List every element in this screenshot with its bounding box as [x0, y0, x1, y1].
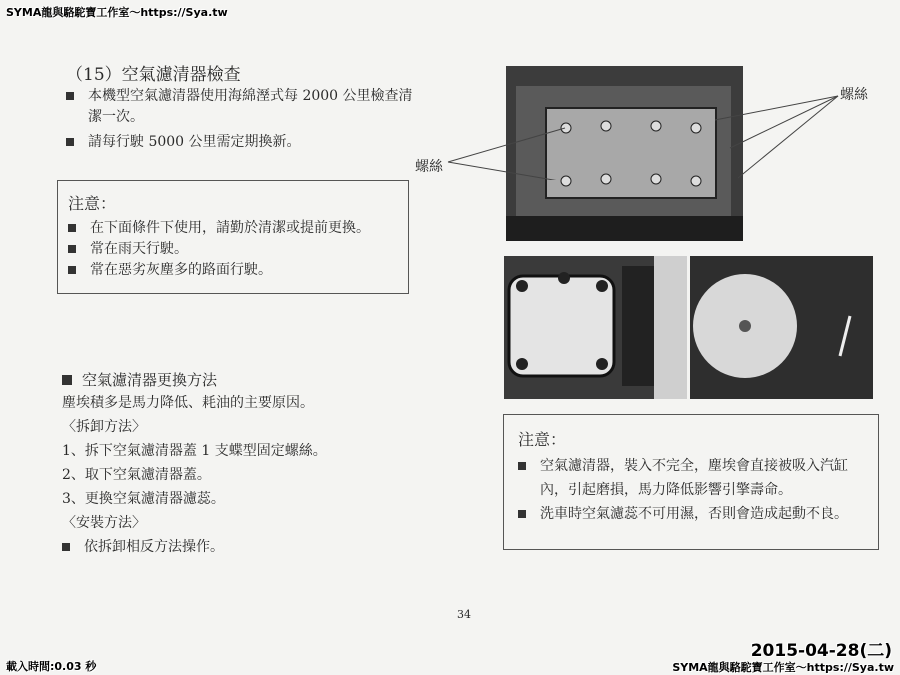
note-item: 在下面條件下使用，請勤於清潔或提前更換。 [68, 218, 408, 239]
note-item: 洗車時空氣濾蕊不可用濕，否則會造成起動不良。 [518, 502, 864, 526]
note-box-1 [57, 180, 409, 294]
leader-lines [440, 90, 840, 180]
bullet-item: 請每行駛 5000 公里需定期換新。 [66, 132, 426, 153]
bullet-item: 本機型空氣濾清器使用海綿溼式每 2000 公里檢查清潔一次。 [66, 86, 426, 128]
watermark-load-time: 載入時間:0.03 秒 [6, 660, 97, 673]
install-title: 〈安裝方法〉 [62, 515, 146, 531]
screw-label-left: 螺絲 [415, 159, 443, 175]
install-item: 依拆卸相反方法操作。 [62, 537, 462, 558]
step-item: 3、更換空氣濾清器濾蕊。 [62, 491, 225, 507]
remove-title: 〈拆卸方法〉 [62, 419, 146, 435]
section-title: （15）空氣濾清器檢查 [66, 65, 241, 85]
watermark-top: SYMA龍與駱駝寶工作室～https://Sya.tw [6, 6, 228, 19]
photo-filter-removed [504, 256, 687, 399]
note-heading: 注意： [68, 194, 117, 213]
watermark-bottom: SYMA龍與駱駝寶工作室～https://Sya.tw [672, 661, 894, 674]
step-item: 1、拆下空氣濾清器蓋 1 支蝶型固定螺絲。 [62, 443, 327, 459]
watermark-date: 2015-04-28(二) [750, 641, 892, 661]
note-item: 常在惡劣灰塵多的路面行駛。 [68, 260, 408, 281]
screw-label-right: 螺絲 [840, 87, 868, 103]
note-item: 空氣濾清器，裝入不完全，塵埃會直接被吸入汽缸內，引起磨損，馬力降低影響引擎壽命。 [518, 454, 864, 502]
note-heading: 注意： [518, 430, 567, 449]
note-box-2 [503, 414, 879, 550]
photo-filter-element [690, 256, 873, 399]
section-bullets [66, 86, 426, 153]
filter-element-image [690, 256, 873, 399]
filter-removed-image [504, 256, 687, 399]
page-number: 34 [457, 608, 471, 621]
note-item: 常在雨天行駛。 [68, 239, 408, 260]
replace-heading: 空氣濾清器更換方法 [62, 370, 462, 391]
step-item: 2、取下空氣濾清器蓋。 [62, 467, 211, 483]
replace-section [62, 370, 462, 558]
replace-intro: 塵埃積多是馬力降低、耗油的主要原因。 [62, 395, 314, 411]
